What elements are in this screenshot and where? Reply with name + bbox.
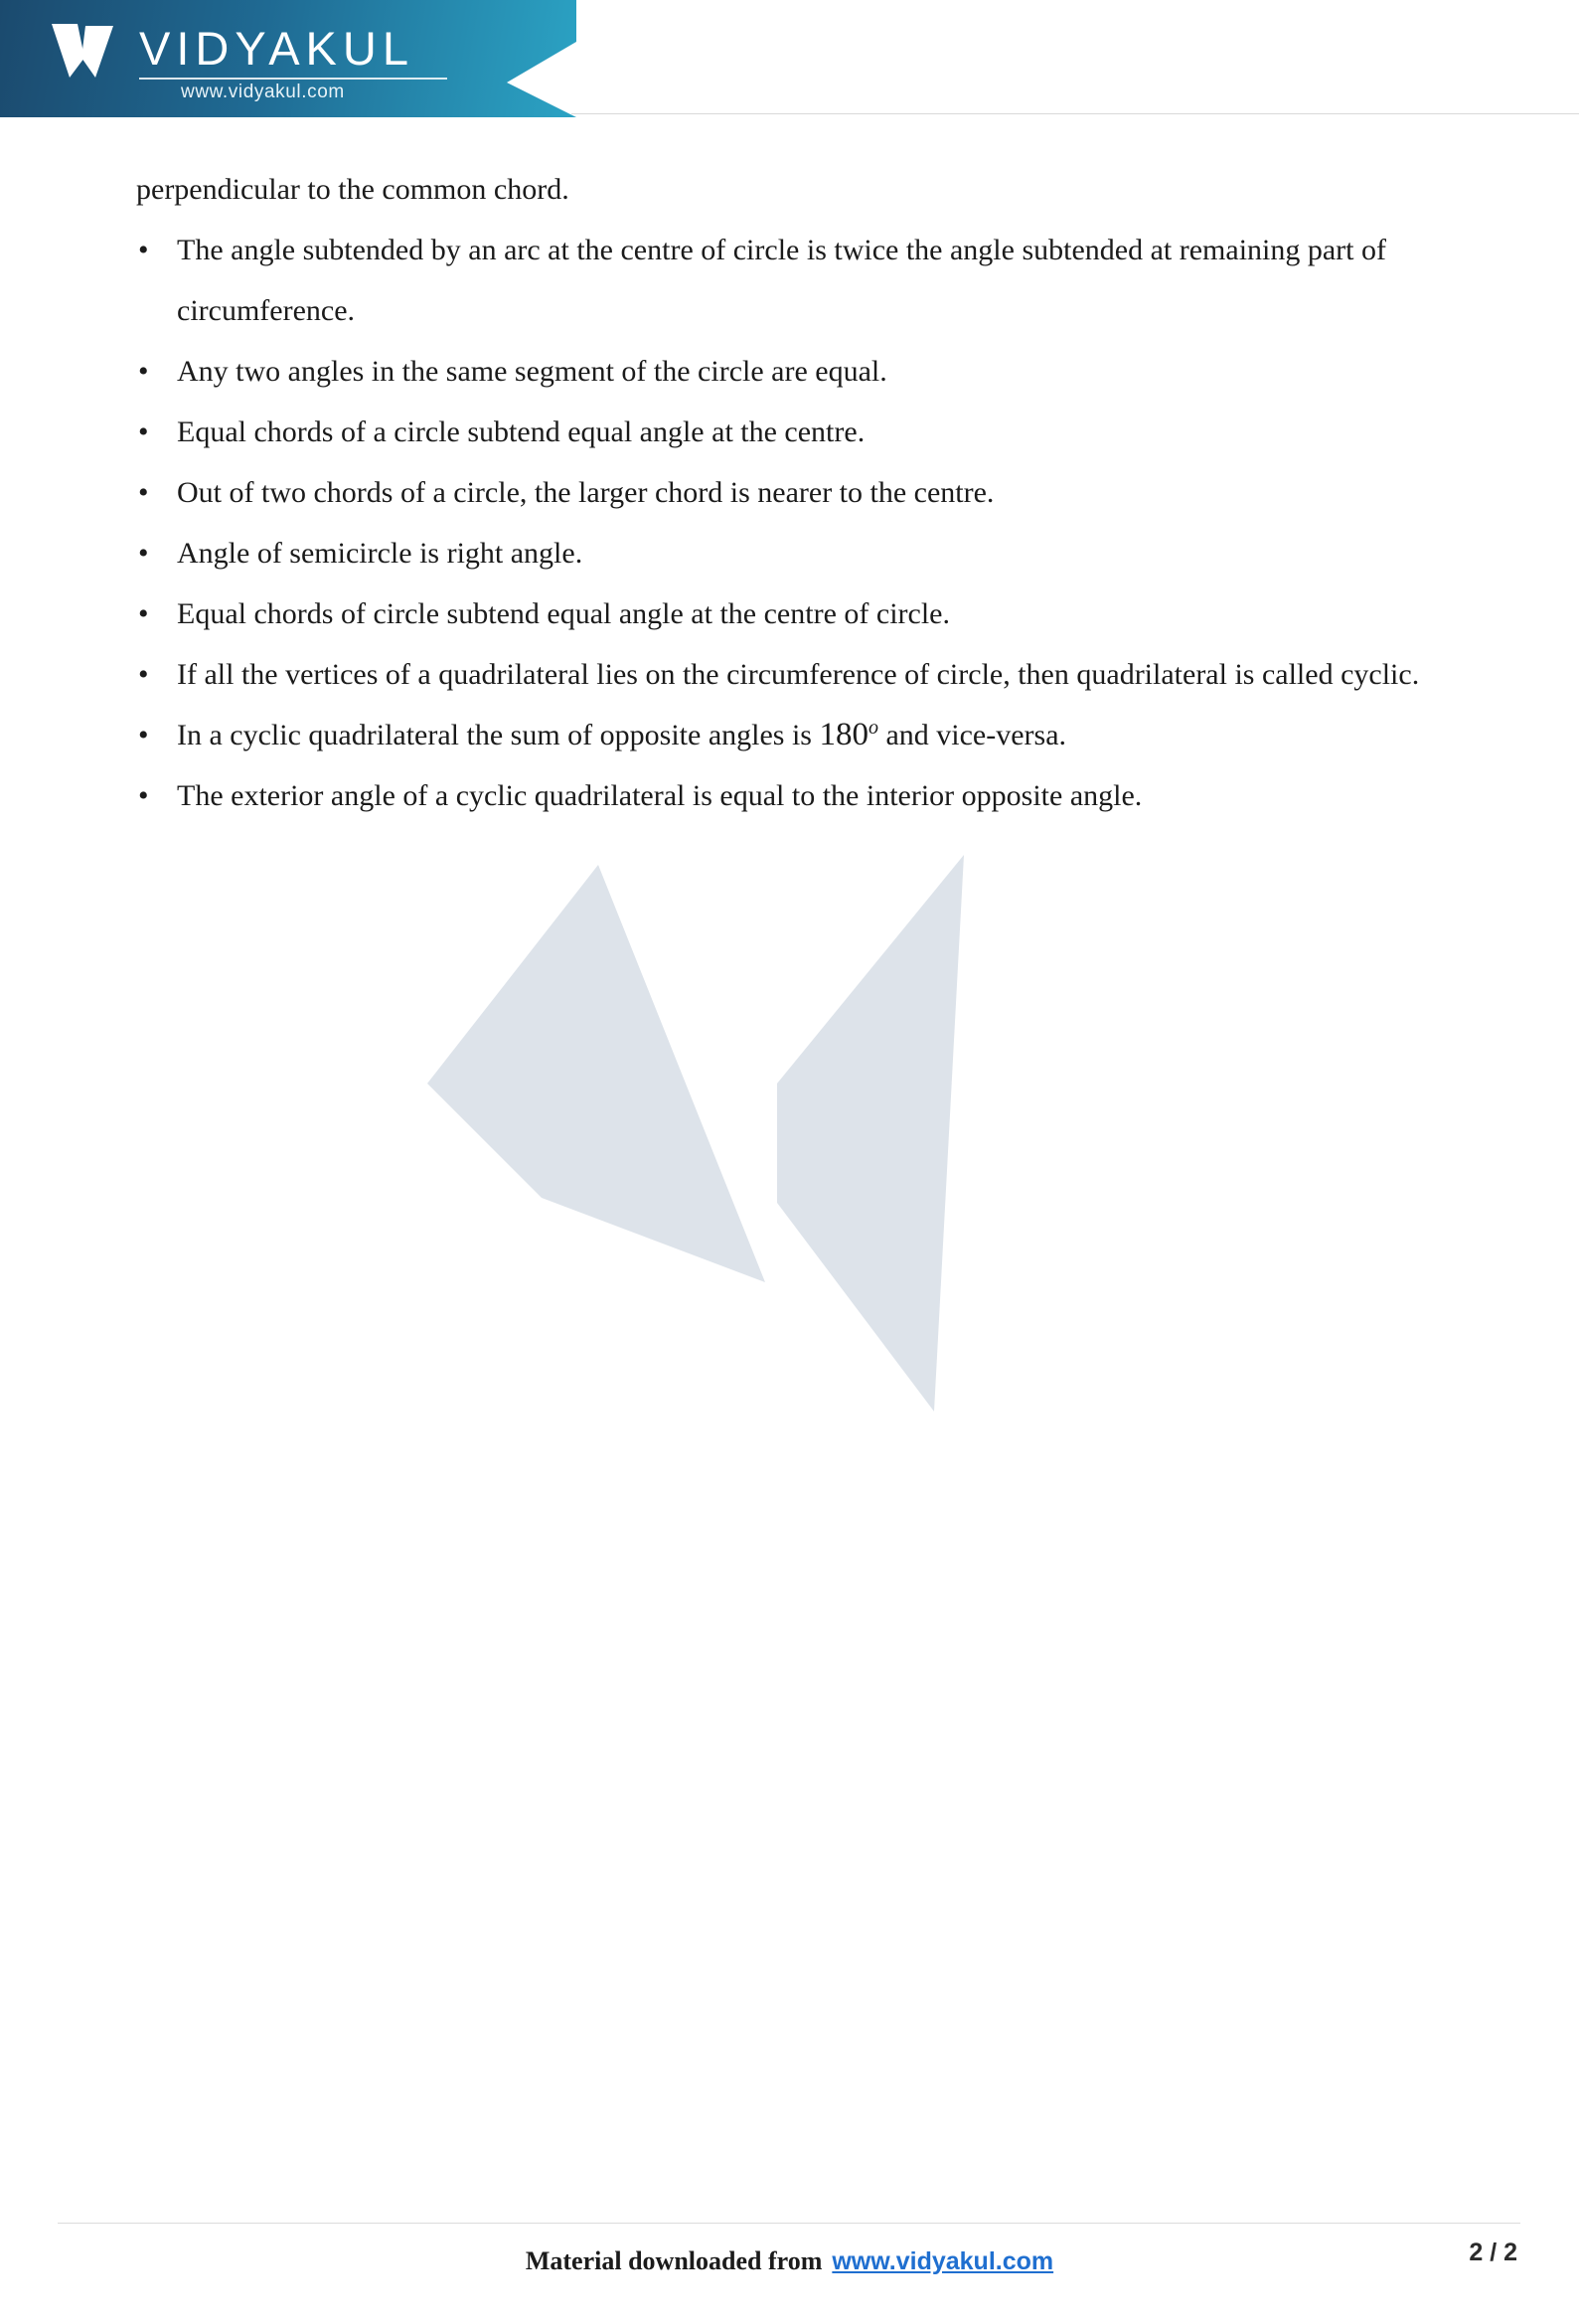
list-item-text: The angle subtended by an arc at the centre of circle is twice the angle subtended at remaining part of circumference. (177, 234, 1386, 327)
vidyakul-watermark (427, 855, 1202, 1411)
logo-underline (139, 78, 447, 80)
bullet-icon: • (138, 658, 149, 691)
list-item-text: Equal chords of circle subtend equal angle at the centre of circle. (177, 597, 950, 630)
list-item (136, 523, 1454, 583)
brand-url: www.vidyakul.com (181, 82, 345, 102)
cyclic-sum-prefix: In a cyclic quadrilateral the sum of opposite angles is (177, 719, 820, 751)
list-item-text: Out of two chords of a circle, the larger chord is nearer to the centre. (177, 476, 995, 509)
list-item (136, 462, 1454, 523)
bullet-icon: • (138, 476, 149, 509)
bullet-icon: • (138, 779, 149, 812)
list-item (136, 644, 1454, 705)
list-item-text: Equal chords of a circle subtend equal angle at the centre. (177, 415, 866, 448)
list-item-text: If all the vertices of a quadrilateral lies on the circumference of circle, then quadrilateral is called cyclic. (177, 658, 1420, 691)
footer-divider (58, 2223, 1520, 2224)
footer-site-link[interactable]: www.vidyakul.com (832, 2247, 1054, 2275)
list-item (136, 341, 1454, 402)
bullet-icon: • (138, 719, 149, 751)
page-number: 2 / 2 (1469, 2239, 1517, 2266)
list-item (136, 583, 1454, 644)
document-body (0, 159, 1579, 826)
list-item-cyclic-sum (136, 705, 1454, 765)
list-item-text: Any two angles in the same segment of the circle are equal. (177, 355, 887, 388)
lead-line: perpendicular to the common chord. (136, 173, 569, 206)
page-header (0, 0, 1579, 117)
cyclic-sum-suffix: and vice-versa. (877, 719, 1067, 751)
vidyakul-logo-icon (52, 22, 137, 83)
list-item (136, 220, 1454, 341)
bullet-icon: • (138, 415, 149, 448)
page-footer (0, 2205, 1579, 2324)
list-item-text: The exterior angle of a cyclic quadrilateral is equal to the interior opposite angle. (177, 779, 1143, 812)
bullet-icon: • (138, 537, 149, 570)
list-item (136, 765, 1454, 826)
degree-symbol: o (868, 717, 878, 739)
bullet-icon: • (138, 355, 149, 388)
header-divider (571, 113, 1579, 114)
bullet-icon: • (138, 597, 149, 630)
footer-credit-text: Material downloaded from (525, 2246, 823, 2275)
bullet-icon: • (138, 234, 149, 266)
list-item (136, 402, 1454, 462)
footer-credit (0, 2246, 1579, 2276)
cyclic-sum-value: 180 (819, 717, 868, 752)
list-item-text: Angle of semicircle is right angle. (177, 537, 583, 570)
brand-name: VIDYAKUL (139, 22, 414, 75)
bullet-list (0, 220, 1579, 826)
